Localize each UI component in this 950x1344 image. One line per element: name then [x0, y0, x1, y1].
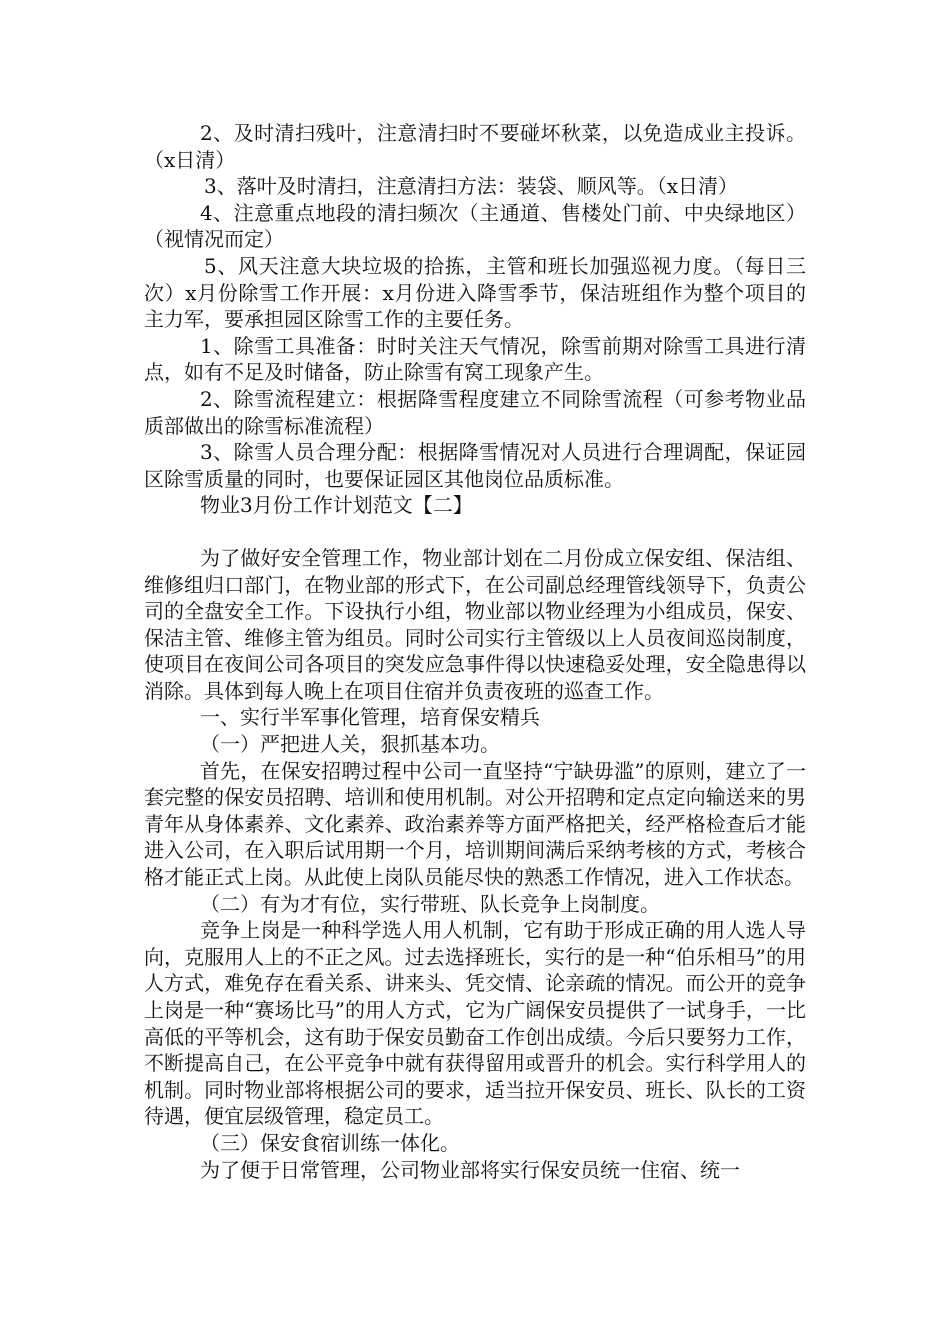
paragraph-5: 1、除雪工具准备：时时关注天气情况，除雪前期对除雪工具进行清点，如有不足及时储备，防止除雪有窝工现象产生。 — [144, 333, 806, 385]
paragraph-last: 为了便于日常管理，公司物业部将实行保安员统一住宿、统一 — [200, 1157, 740, 1182]
heading-one: 一、实行半军事化管理，培育保安精兵 — [200, 705, 540, 730]
subheading-1: （一）严把进人关，狠抓基本功。 — [200, 732, 500, 757]
paragraph-intro: 为了做好安全管理工作，物业部计划在二月份成立保安组、保洁组、维修组归口部门，在物业部的形式下，在公司副总经理管线领导下，负责公司的全盘安全工作。下设执行小组，物业部以物业经理为小组成员，保安、保洁主管、维修主管为组员。同时公司实行主管级以上人员夜间巡岗制度，使项目在夜间公司各项目的突发应急事件得以快速稳妥处理，安全隐患得以消除。具体到每人晚上在项目住宿并负责夜班的巡查工作。 — [144, 545, 806, 703]
paragraph-recruitment: 首先，在保安招聘过程中公司一直坚持“宁缺毋滥”的原则，建立了一套完整的保安员招聘、培训和使用机制。对公开招聘和定点定向输送来的男青年从身体素养、文化素养、政治素养等方面严格把关，经严格检查后才能进入公司，在入职后试用期一个月，培训期间满后采纳考核的方式，考核合格才能正式上岗。从此使上岗队员能尽快的熟悉工作情况，进入工作状态。 — [144, 758, 806, 890]
section-heading-2: 物业3月份工作计划范文【二】 — [200, 493, 473, 518]
subheading-3: （三）保安食宿训练一体化。 — [200, 1130, 460, 1155]
subheading-2: （二）有为才有位，实行带班、队长竞争上岗制度。 — [200, 891, 660, 916]
paragraph-2: 3、落叶及时清扫，注意清扫方法：装袋、顺风等。（x日清） — [204, 174, 739, 199]
paragraph-6: 2、除雪流程建立：根据降雪程度建立不同除雪流程（可参考物业品质部做出的除雪标准流程） — [144, 386, 806, 438]
paragraph-4: 5、风天注意大块垃圾的拾拣，主管和班长加强巡视力度。（每日三次）x月份除雪工作开展：x月份进入降雪季节，保洁班组作为整个项目的主力军，要承担园区除雪工作的主要任务。 — [144, 253, 806, 332]
paragraph-7: 3、除雪人员合理分配：根据降雪情况对人员进行合理调配，保证园区除雪质量的同时，也要保证园区其他岗位品质标准。 — [144, 440, 806, 491]
paragraph-3: 4、注意重点地段的清扫频次（主通道、售楼处门前、中央绿地区）（视情况而定） — [144, 200, 806, 252]
paragraph-competition: 竞争上岗是一种科学选人用人机制，它有助于形成正确的用人选人导向，克服用人上的不正之风。过去选择班长，实行的是一种“伯乐相马”的用人方式，难免存在看关系、讲来头、凭交情、论亲疏的情况。而公开的竞争上岗是一种“赛场比马”的用人方式，它为广阔保安员提供了一试身手，一比高低的平等机会，这有助于保安员勤奋工作创出成绩。今后只要努力工作，不断提高自己，在公平竞争中就有获得留用或晋升的机会。实行科学用人的机制。同时物业部将根据公司的要求，适当拉开保安员、班长、队长的工资待遇，便宜层级管理，稳定员工。 — [144, 918, 806, 1129]
paragraph-1: 2、及时清扫残叶，注意清扫时不要碰坏秋菜，以免造成业主投诉。（x日清） — [144, 121, 806, 172]
document-body — [144, 120, 806, 1183]
